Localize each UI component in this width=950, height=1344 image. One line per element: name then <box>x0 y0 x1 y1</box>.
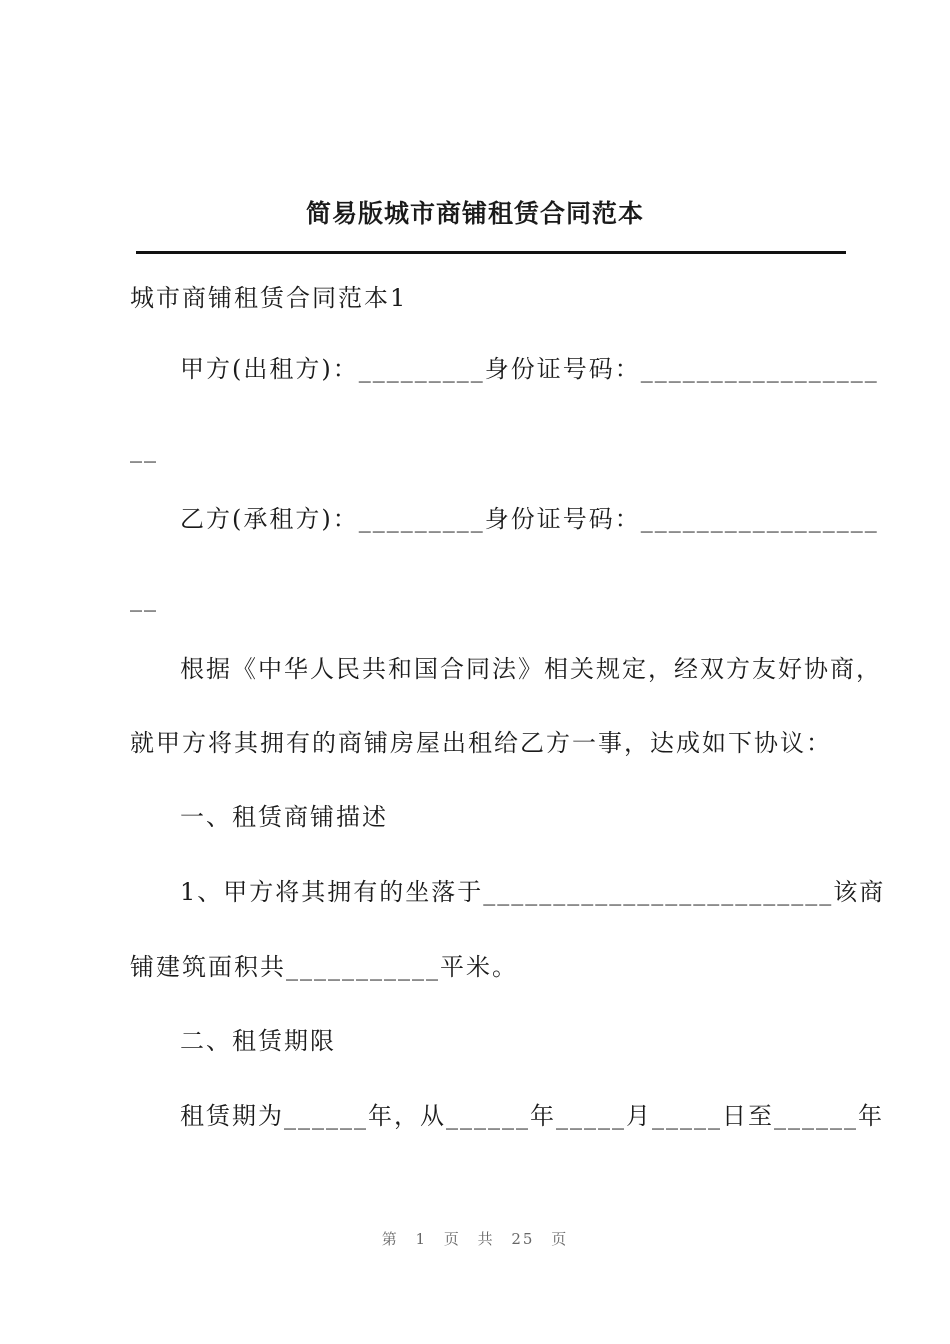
lease-term-line: 租赁期为______年，从______年_____月_____日至______年 <box>180 1102 884 1130</box>
contract-heading: 城市商铺租赁合同范本1 <box>130 284 408 312</box>
party-b-line-continuation: __ <box>130 584 158 612</box>
section-2-heading: 二、租赁期限 <box>180 1027 336 1055</box>
page-footer: 第 1 页 共 25 页 <box>381 1230 569 1248</box>
section-1-heading: 一、租赁商铺描述 <box>180 803 388 831</box>
document-title: 简易版城市商铺租赁合同范本 <box>305 199 644 228</box>
preamble-line-1: 根据《中华人民共和国合同法》相关规定，经双方友好协商， <box>180 655 882 683</box>
party-a-line-continuation: __ <box>130 435 158 463</box>
party-a-line: 甲方(出租方)：_________身份证号码：_________________ <box>180 355 879 383</box>
clause-1-line-2: 铺建筑面积共___________平米。 <box>130 953 518 981</box>
preamble-line-2: 就甲方将其拥有的商铺房屋出租给乙方一事，达成如下协议： <box>130 729 832 757</box>
clause-1-line-1: 1、甲方将其拥有的坐落于_________________________该商 <box>180 878 886 906</box>
title-underline <box>136 251 846 254</box>
party-b-line: 乙方(承租方)：_________身份证号码：_________________ <box>180 505 879 533</box>
